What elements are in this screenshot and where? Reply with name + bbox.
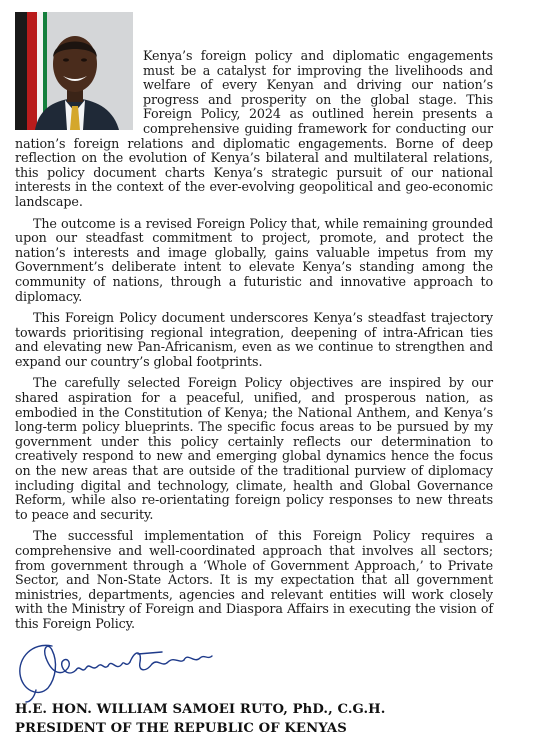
foreword-body	[15, 49, 493, 639]
portrait-spacer	[15, 49, 143, 129]
handwritten-signature	[12, 628, 232, 706]
paragraph-1: Kenya’s foreign policy and diplomatic engagements must be a catalyst for improving the livelihoods and welfare of every Kenyan and driving our nation’s progress and prosperity on the global stage. This Foreign Policy, 2024 as outlined herein presents a comprehensive guiding framework for conducting our nation’s foreign relations and diplomatic engagements. Borne of deep reflection on the evolution of Kenya’s bilateral and multilateral relations, this policy document charts Kenya’s strategic pursuit of our national interests in the context of the ever-evolving geopolitical and geo-economic landscape.	[15, 48, 493, 209]
paragraph-4: The carefully selected Foreign Policy objectives are inspired by our shared aspiration for a peaceful, unified, and prosperous nation, as embodied in the Constitution of Kenya; the National Anthem, and Kenya’s long-term policy blueprints. The specific focus areas to be pursued by my government under this policy certainly reflects our determination to creatively respond to new and emerging global dynamics hence the focus on the new areas that are outside of the traditional purview of diplomacy including digital and technology, climate, health and Global Governance Reform, while also re-orientating foreign policy responses to new threats to peace and security.	[15, 375, 493, 522]
paragraph-3: This Foreign Policy document underscores Kenya’s steadfast trajectory towards prioritising regional integration, deepening of intra-African ties and elevating new Pan-Africanism, even as we continue to strengthen and expand our country’s global footprints.	[15, 310, 493, 369]
signatory-name: H.E. HON. WILLIAM SAMOEI RUTO, PhD., C.G.H.	[15, 702, 386, 717]
paragraph-2: The outcome is a revised Foreign Policy that, while remaining grounded upon our steadfast commitment to project, promote, and protect the nation’s interests and image globally, gains valuable impetus from my Government’s deliberate intent to elevate Kenya’s standing among the community of nations, through a futuristic and innovative approach to diplomacy.	[15, 215, 493, 304]
signatory-title: PRESIDENT OF THE REPUBLIC OF KENYAS	[15, 721, 347, 736]
paragraph-5: The successful implementation of this Foreign Policy requires a comprehensive and well-coordinated approach that involves all sectors; from government through a ‘Whole of Government Approach,’ to Private Sector, and Non-State Actors. It is my expectation that all government ministries, departments, agencies and relevant entities will work closely with the Ministry of Foreign and Diaspora Affairs in executing the vision of this Foreign Policy.	[15, 528, 493, 631]
